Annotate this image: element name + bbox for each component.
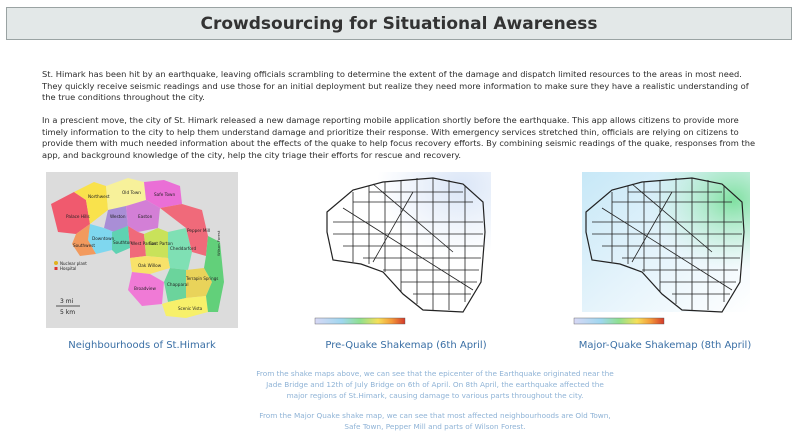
label-scenic-vista: Scenic Vista bbox=[178, 306, 203, 311]
label-wilson-forest: Wilson Forest bbox=[216, 230, 221, 256]
label-terrapin-springs: Terrapin Springs bbox=[186, 276, 219, 281]
prequake-shakemap bbox=[313, 172, 499, 328]
caption-prequake: Pre-Quake Shakemap (6th April) bbox=[325, 340, 487, 351]
scale-mi: 3 mi bbox=[60, 298, 74, 305]
label-palace-hills: Palace Hills bbox=[66, 214, 90, 219]
caption-majorquake: Major-Quake Shakemap (8th April) bbox=[578, 340, 752, 351]
footer-paragraph-1: From the shake maps above, we can see that the epicenter of the Earthquake originated near the Jade Bridge and 12th of July Bridge on 6th of April. On 8th April, the earthquake affected the major regions of St.Himark, causing damage to various parts throughout the city. bbox=[256, 369, 614, 400]
label-safe-town: Safe Town bbox=[154, 192, 176, 197]
label-oak-willow: Oak Willow bbox=[138, 263, 162, 268]
intro-paragraph-1: St. Himark has been hit by an earthquake, leaving officials scrambling to determine the extent of the damage and dispatch limited resources to the areas in most need. They quickly receive seismic readings and use those for an initial deployment but realize they need more information to make sure they have a realistic understanding of the true conditions throughout the city. bbox=[42, 69, 749, 103]
label-old-town: Old Town bbox=[122, 190, 141, 195]
hospital-icon bbox=[55, 267, 58, 270]
title-bar bbox=[6, 7, 792, 40]
label-cheddarford: Cheddarford bbox=[170, 246, 197, 251]
page-title: Crowdsourcing for Situational Awareness bbox=[200, 13, 598, 34]
nuclear-plant-icon bbox=[54, 261, 58, 265]
label-pepper-mill: Pepper Mill bbox=[187, 228, 211, 233]
nuclear-plant-label: Nuclear plant bbox=[60, 261, 87, 266]
label-east-parton: East Parton bbox=[149, 241, 173, 246]
label-west-parton: West Parton bbox=[131, 241, 157, 246]
label-easton: Easton bbox=[138, 214, 153, 219]
label-chapparal: Chapparal bbox=[167, 282, 189, 287]
label-weston: Weston bbox=[110, 214, 126, 219]
label-downtown: Downtown bbox=[92, 236, 115, 241]
label-broadview: Broadview bbox=[134, 286, 156, 291]
scale-km: 5 km bbox=[60, 309, 76, 316]
caption-neighbourhoods: Neighbourhoods of St.Himark bbox=[68, 340, 216, 351]
majorquake-shakemap bbox=[572, 172, 758, 328]
hospital-label: Hospital bbox=[60, 266, 77, 271]
label-northwest: Northwest bbox=[88, 194, 110, 199]
label-southton: Southton bbox=[113, 240, 133, 245]
neighbourhood-map bbox=[46, 172, 238, 328]
footer-paragraph-2: From the Major Quake shake map, we can see that most affected neighbourhoods are Old Town, Safe Town, Pepper Mill and parts of Wilson Forest. bbox=[259, 411, 611, 431]
intro-paragraph-2: In a prescient move, the city of St. Himark released a new damage reporting mobile application shortly before the earthquake. This app allows citizens to provide more timely information to the city to help them understand damage and prioritize their response. With emergency services stretched thin, officials are relying on citizens to provide them with much needed information about the effects of the quake to help focus recovery efforts. By combining seismic readings of the quake, responses from the app, and background knowledge of the city, help the city triage their efforts for rescue and recovery. bbox=[42, 115, 756, 160]
label-southwest: Southwest bbox=[73, 243, 95, 248]
